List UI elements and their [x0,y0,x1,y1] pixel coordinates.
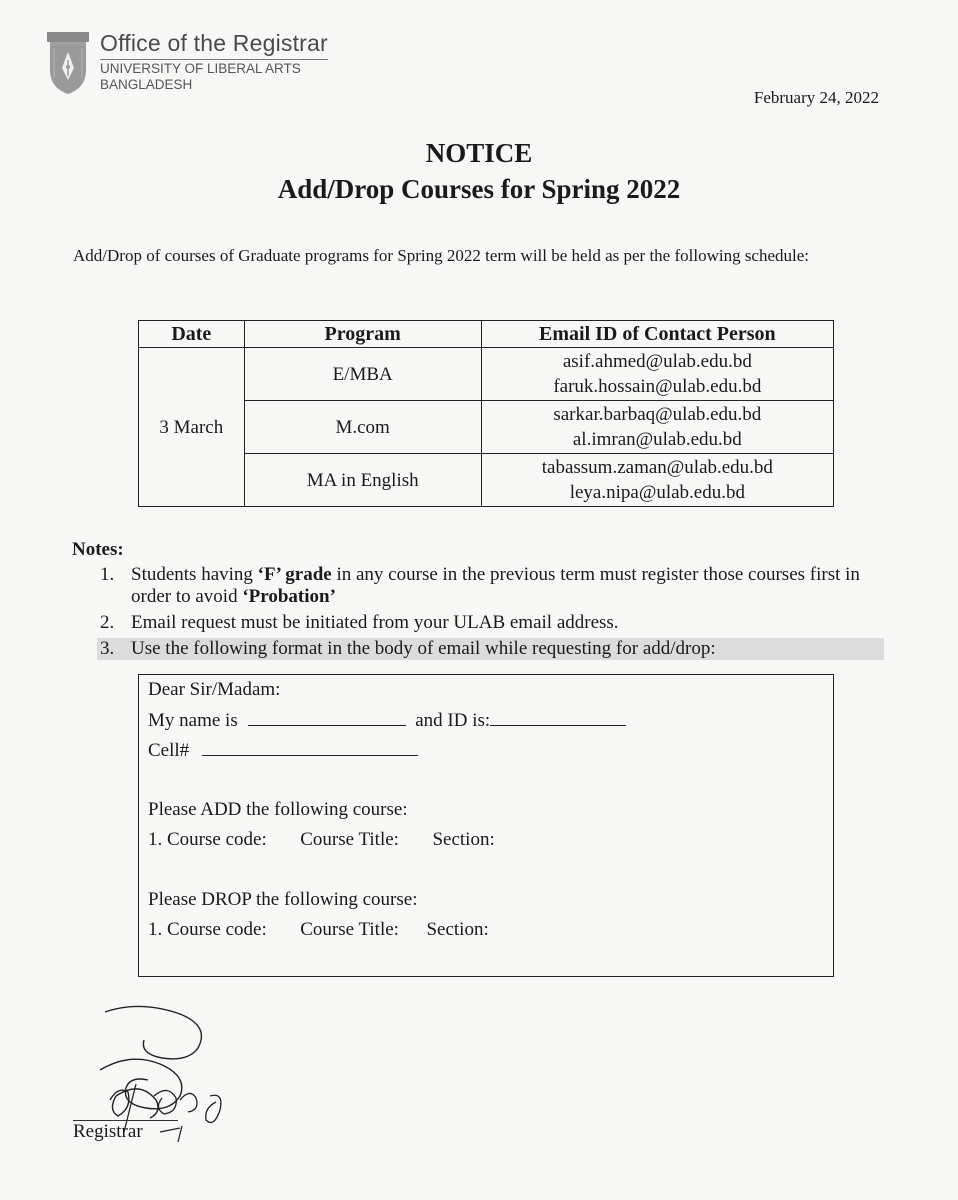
letterhead [44,30,328,96]
table-row [139,348,834,401]
email-cell [481,348,833,401]
course-code-label: 1. Course code: [148,919,267,940]
notes-heading: Notes: [72,539,124,560]
table-header-row [139,321,834,348]
course-title-label: Course Title: [300,919,399,940]
program-cell: E/MBA [244,348,481,401]
program-cell: MA in English [244,454,481,507]
schedule-table [138,320,834,507]
email-format-box [138,674,834,977]
name-blank [248,709,406,726]
date-cell: 3 March [139,348,245,507]
note-item [100,612,884,634]
add-heading: Please ADD the following course: [148,799,408,820]
id-blank [490,709,626,726]
notice-title: NOTICE [425,138,533,168]
intro-paragraph: Add/Drop of courses of Graduate programs for Spring 2022 term will be held as per the following schedule: [73,246,810,265]
email-cell [481,454,833,507]
notice-subtitle: Add/Drop Courses for Spring 2022 [277,174,681,204]
name-label: My name is [148,710,238,731]
section-label: Section: [432,829,495,850]
note-number: 2. [100,612,115,633]
contact-email: al.imran@ulab.edu.bd [572,429,742,450]
drop-heading: Please DROP the following course: [148,889,418,910]
add-course-line [148,829,495,851]
contact-email: tabassum.zaman@ulab.edu.bd [541,457,773,478]
course-code-label: 1. Course code: [148,829,267,850]
contact-email: sarkar.barbaq@ulab.edu.bd [553,404,762,425]
letterhead-text [100,30,328,93]
format-greeting: Dear Sir/Madam: [148,679,281,700]
note-item [97,638,884,660]
registrar-title: Registrar [73,1120,178,1143]
format-name-line [148,709,626,732]
cell-label: Cell# [148,740,190,761]
office-name: Office of the Registrar [100,30,328,56]
contact-email: asif.ahmed@ulab.edu.bd [562,351,752,372]
header-email: Email ID of Contact Person [481,321,833,348]
notes-list [100,564,884,664]
note-emphasis: ‘F’ grade [257,564,332,585]
course-title-label: Course Title: [300,829,399,850]
note-text: in any course in the previous term must register those courses first in order to avoid [131,564,860,607]
pen-nib-shield-icon [44,30,92,96]
note-text: Students having [131,564,258,585]
note-number: 3. [100,638,115,659]
program-cell: M.com [244,401,481,454]
country-name: BANGLADESH [100,77,193,92]
format-cell-line [148,739,418,762]
email-cell [481,401,833,454]
section-label: Section: [426,919,489,940]
drop-course-line [148,919,489,941]
header-program: Program [244,321,481,348]
note-item [100,564,884,608]
id-label: and ID is: [415,710,491,731]
note-number: 1. [100,564,115,585]
note-text: Use the following format in the body of email while requesting for add/drop: [131,638,716,659]
header-date: Date [139,321,245,348]
notice-date: February 24, 2022 [753,88,879,107]
note-text: Email request must be initiated from your ULAB email address. [131,612,619,633]
university-name: UNIVERSITY OF LIBERAL ARTS [100,59,328,77]
contact-email: faruk.hossain@ulab.edu.bd [553,376,762,397]
contact-email: leya.nipa@ulab.edu.bd [569,482,745,503]
cell-blank [202,739,418,756]
note-emphasis: ‘Probation’ [242,586,336,607]
